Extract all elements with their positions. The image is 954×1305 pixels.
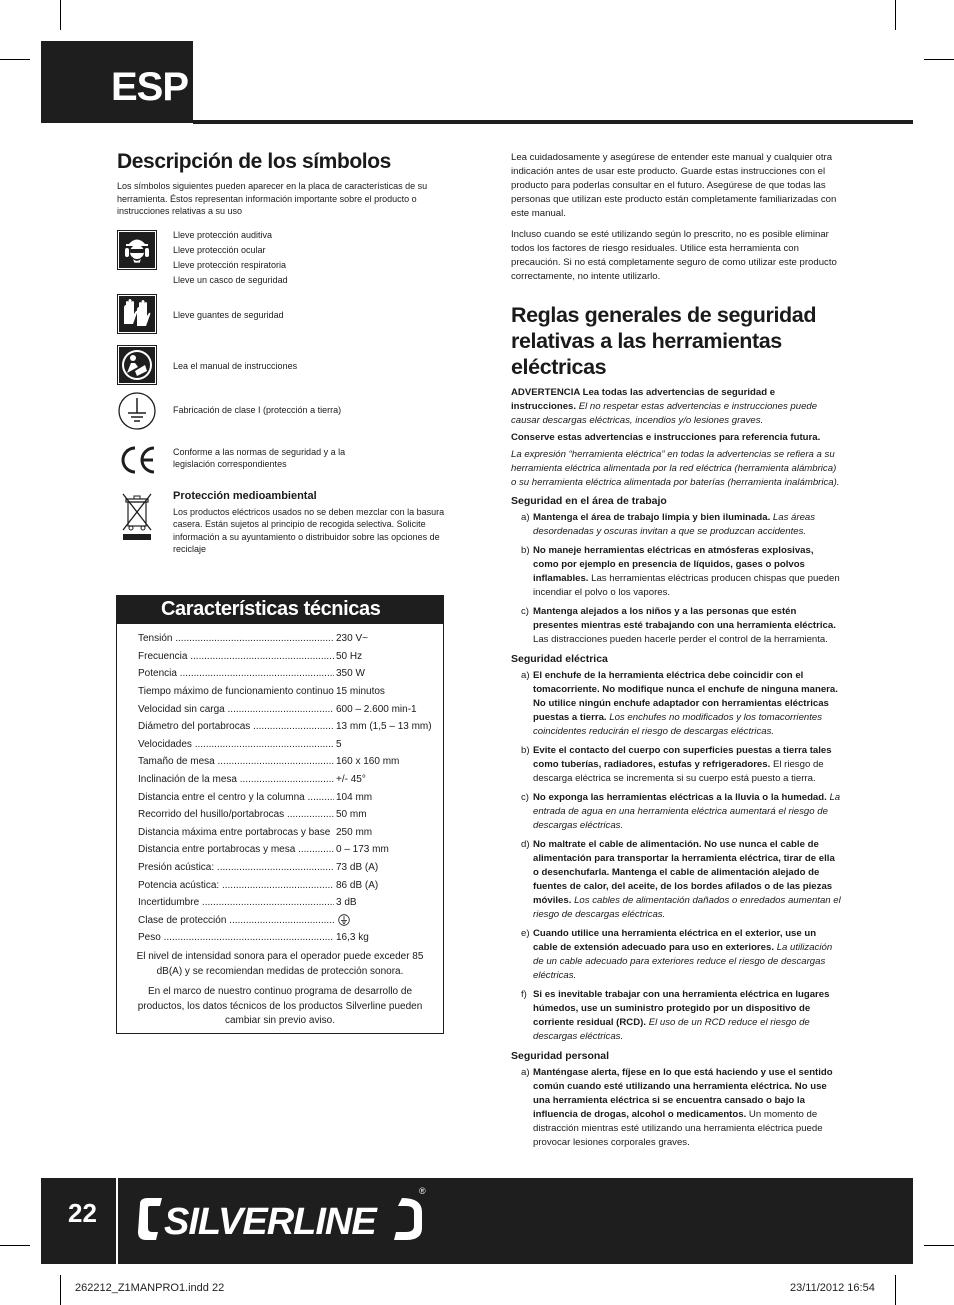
crop-mark <box>924 1245 954 1246</box>
spec-value: 16,3 kg <box>336 932 369 944</box>
spec-value: 86 dB (A) <box>336 879 379 891</box>
warning-bold: ADVERTENCIA Lea todas las advertencias de seguridad e instrucciones. <box>511 387 776 412</box>
spec-row <box>138 859 438 877</box>
registered-mark: ® <box>419 1186 426 1196</box>
spec-value: 73 dB (A) <box>336 862 379 874</box>
spec-key: Peso ..... <box>138 932 334 943</box>
spec-key: Recorrido del husillo/portabrocas ..... <box>138 809 334 820</box>
header-rule <box>193 120 913 124</box>
class1-label: Fabricación de clase I (protección a tierra) <box>173 405 342 415</box>
spec-key: Velocidad sin carga ..... <box>138 704 334 715</box>
intro-paragraph-1: Lea cuidadosamente y asegúrese de entender este manual y cualquier otra indicación antes de usar este producto. Guarde estas instrucciones con el producto para poderlas consultar en el futuro. Asegúrese de que todas las personas que utilizan este producto están completamente familiarizadas con este manual. <box>511 152 837 219</box>
intro-paragraph-2: Incluso cuando se esté utilizando según lo prescrito, no es posible eliminar todos los factores de riesgo residuales. Utilice esta herramienta con precaución. Si no está completamente seguro de como utilizar este producto correctamente, no intente utilizarlo. <box>511 229 837 282</box>
spec-row <box>138 788 438 806</box>
spec-row <box>138 876 438 894</box>
spec-key: Inclinación de la mesa ..... <box>138 774 334 785</box>
symbols-section <box>117 150 447 554</box>
weee-title: Protección medioambiental <box>173 490 317 502</box>
spec-key: Potencia ..... <box>138 668 334 679</box>
gloves-label: Lleve guantes de seguridad <box>173 310 284 320</box>
page-number: 22 <box>68 1198 97 1228</box>
manual-label: Lea el manual de instrucciones <box>173 361 298 371</box>
language-code: ESP <box>111 65 189 109</box>
spec-value: 50 mm <box>336 809 367 821</box>
electrical-item-e: e) Cuando utilice una herramienta eléctrica en el exterior, use un cable de extensión adecuado para uso en exteriores. La utilización de un cable adecuado para exteriores reduce el riesgo de descargas eléctricas. <box>521 928 833 981</box>
crop-mark <box>60 1275 61 1305</box>
electrical-item-f: f) Si es inevitable trabajar con una herramienta eléctrica en lugares húmedos, use un suministro protegido por un dispositivo de corriente residual (RCD). El uso de un RCD reduce el riesgo de descargas eléctricas. <box>521 989 830 1042</box>
spec-row <box>138 771 438 789</box>
spec-row <box>138 894 438 912</box>
spec-key: Tensión ..... <box>138 633 334 644</box>
specs-list <box>138 630 438 947</box>
crop-mark <box>924 59 954 60</box>
spec-value: 230 V~ <box>336 633 368 645</box>
spec-key: Potencia acústica: ..... <box>138 880 334 891</box>
spec-row <box>138 824 438 842</box>
weee-body: Los productos eléctricos usados no se deben mezclar con la basura casera. Están sujetos al principio de recogida selectiva. Solicite información a su ayuntamiento o distribuidor sobre las opciones de reciclaje <box>173 506 445 554</box>
crop-mark <box>895 1275 896 1305</box>
footer-bar <box>41 1178 913 1264</box>
spec-key: Frecuencia ..... <box>138 651 334 662</box>
electrical-item-c: c) No exponga las herramientas eléctricas a la lluvia o la humedad. La entrada de agua en una herramienta eléctrica aumentará el riesgo de descargas eléctricas. <box>521 792 841 831</box>
specs-noise-note: El nivel de intensidad sonora para el operador puede exceder 85 dB(A) y se recomiendan medidas de protección sonora. <box>136 951 424 977</box>
keep-instructions: Conserve estas advertencias e instrucciones para referencia futura. <box>511 432 821 443</box>
crop-mark <box>60 0 61 30</box>
spec-key: Diámetro del portabrocas ..... <box>138 721 334 732</box>
spec-value: 250 mm <box>336 826 373 838</box>
spec-row <box>138 912 438 930</box>
language-tab <box>41 41 193 123</box>
spec-value: +/- 45° <box>336 774 366 786</box>
specs-box <box>116 595 444 1034</box>
slug-file: 262212_Z1MANPRO1.indd 22 <box>75 1282 225 1294</box>
symbol-ppe <box>117 228 447 290</box>
spec-value: 5 <box>336 738 342 750</box>
spec-row <box>138 648 438 666</box>
spec-value: 600 – 2.600 min-1 <box>336 703 417 715</box>
symbols-title: Descripción de los símbolos <box>117 150 391 173</box>
spec-row <box>138 683 438 701</box>
ppe-helmet: Lleve un casco de seguridad <box>173 275 288 285</box>
spec-key: Distancia entre portabrocas y mesa ..... <box>138 844 334 855</box>
symbol-gloves <box>117 294 447 336</box>
spec-value: 160 x 160 mm <box>336 756 400 768</box>
electrical-item-d: d) No maltrate el cable de alimentación. No use nunca el cable de alimentación para transportar la herramienta eléctrica, tirar de ella o desenchufarla. Mantenga el cable de alimentación alejado de fuentes de calor, del aceite, de los bordes afilados o de las piezas móviles. Los cables de alimentación dañados o enredados aumentan el riesgo de descargas eléctricas. <box>521 839 841 920</box>
specs-change-note: En el marco de nuestro continuo programa de desarrollo de productos, los datos técnicos de los productos Silverline pueden cambiar sin previo aviso. <box>137 986 423 1026</box>
safety-column <box>511 151 841 1155</box>
spec-value: 13 mm (1,5 – 13 mm) <box>336 721 432 733</box>
spec-key: Distancia máxima entre portabrocas y base ..... <box>138 827 334 838</box>
work-area-item-b: b) No maneje herramientas eléctricas en atmósferas explosivas, como por ejemplo en presencia de líquidos, gases o polvos inflamables. Las herramientas eléctricas producen chispas que pueden incendiar el polvo o los vapores. <box>521 545 840 598</box>
ppe-hearing: Lleve protección auditiva <box>173 230 273 240</box>
spec-value: 0 – 173 mm <box>336 844 389 856</box>
warning-paragraph <box>511 386 841 428</box>
ppe-respiratory: Lleve protección respiratoria <box>173 260 287 270</box>
electrical-item-a: a) El enchufe de la herramienta eléctrica debe coincidir con el tomacorriente. No modifique nunca el enchufe de ninguna manera. No utilice ningún enchufe adaptador con herramientas eléctricas puestas a tierra. Los enchufes no modificados y los tomacorrientes coincidentes reducirán el riesgo de descargas eléctricas. <box>521 670 838 737</box>
crop-mark <box>895 0 896 30</box>
spec-row <box>138 700 438 718</box>
specs-title: Características técnicas <box>117 596 443 624</box>
symbols-intro: Los símbolos siguientes pueden aparecer en la placa de características de su herramienta. Éstos representan información importante sobre el producto o instrucciones relativas a su uso <box>117 181 428 216</box>
class1-small-icon <box>338 914 350 926</box>
spec-row <box>138 718 438 736</box>
electrical-safety-heading: Seguridad eléctrica <box>511 653 608 665</box>
personal-safety-heading: Seguridad personal <box>511 1050 610 1062</box>
spec-value: 50 Hz <box>336 650 363 662</box>
symbol-weee <box>117 490 447 560</box>
weee-bin-icon <box>117 492 157 544</box>
ce-mark-icon <box>117 440 157 480</box>
spec-key: Presión acústica: ..... <box>138 862 334 873</box>
gloves-icon <box>117 294 157 334</box>
spec-value: 3 dB <box>336 897 357 909</box>
electrical-item-b: b) Evite el contacto del cuerpo con superficies puestas a tierra tales como tuberías, radiadores, estufas y refrigeradores. El riesgo de descarga eléctrica se incrementa si su cuerpo está puesto a tierra. <box>521 745 832 784</box>
symbol-ce <box>117 440 447 480</box>
brand-logo <box>136 1194 426 1249</box>
spec-value: 15 minutos <box>336 686 385 698</box>
spec-value: 350 W <box>336 668 365 680</box>
warning-italic: El no respetar estas advertencias e instrucciones puede causar descargas eléctricas, incendios y/o lesiones graves. <box>511 401 818 426</box>
brand-logo-text: SILVERLINE <box>164 1201 376 1243</box>
work-area-item-a: a) Mantenga el área de trabajo limpia y bien iluminada. Las áreas desordenadas y oscuras invitan a que se produzcan accidentes. <box>521 512 816 537</box>
ppe-eye: Lleve protección ocular <box>173 245 266 255</box>
spec-row <box>138 630 438 648</box>
spec-value: 104 mm <box>336 791 373 803</box>
earth-ground-icon <box>117 391 157 431</box>
ce-label-line1: Conforme a las normas de seguridad y a la <box>173 447 346 457</box>
work-area-item-c: c) Mantenga alejados a los niños y a las personas que estén presentes mientras esté trabajando con una herramienta eléctrica. Las distracciones pueden hacerle perder el control de la herramienta. <box>521 606 836 645</box>
spec-row <box>138 736 438 754</box>
rules-title: Reglas generales de seguridad relativas a las herramientas eléctricas <box>511 303 817 379</box>
spec-row <box>138 841 438 859</box>
spec-key: Tiempo máximo de funcionamiento continuo ..... <box>138 686 334 697</box>
spec-key: Velocidades ..... <box>138 739 334 750</box>
personal-item-a: a) Manténgase alerta, fíjese en lo que está haciendo y use el sentido común cuando esté utilizando una herramienta eléctrica. No use una herramienta eléctrica si se encuentra cansado o bajo la influencia de drogas, alcohol o medicamentos. Un momento de distracción mientras esté utilizando una herramienta eléctrica puede provocar lesiones corporales graves. <box>521 1067 833 1148</box>
ce-label-line2: legislación correspondientes <box>173 459 287 469</box>
work-area-heading: Seguridad en el área de trabajo <box>511 495 667 507</box>
crop-mark <box>0 1245 30 1246</box>
slug-date: 23/11/2012 16:54 <box>790 1282 875 1294</box>
crop-mark <box>0 59 30 60</box>
symbol-class1 <box>117 391 447 433</box>
spec-key: Incertidumbre ..... <box>138 897 334 908</box>
spec-row <box>138 806 438 824</box>
spec-row <box>138 665 438 683</box>
spec-key: Clase de protección ..... <box>138 915 334 926</box>
tool-definition: La expresión “herramienta eléctrica” en todas la advertencias se refiera a su herramienta eléctrica alimentada por la red eléctrica (herramienta alámbrica) o su herramienta eléctrica alimentada por baterías (herramienta inalámbrica). <box>511 449 840 488</box>
ppe-icon <box>117 230 157 270</box>
spec-row <box>138 753 438 771</box>
manual-icon <box>117 345 157 385</box>
spec-row <box>138 929 438 947</box>
symbol-manual <box>117 345 447 387</box>
spec-key: Distancia entre el centro y la columna ..... <box>138 792 334 803</box>
footer-divider <box>116 1178 118 1264</box>
spec-key: Tamaño de mesa ..... <box>138 756 334 767</box>
